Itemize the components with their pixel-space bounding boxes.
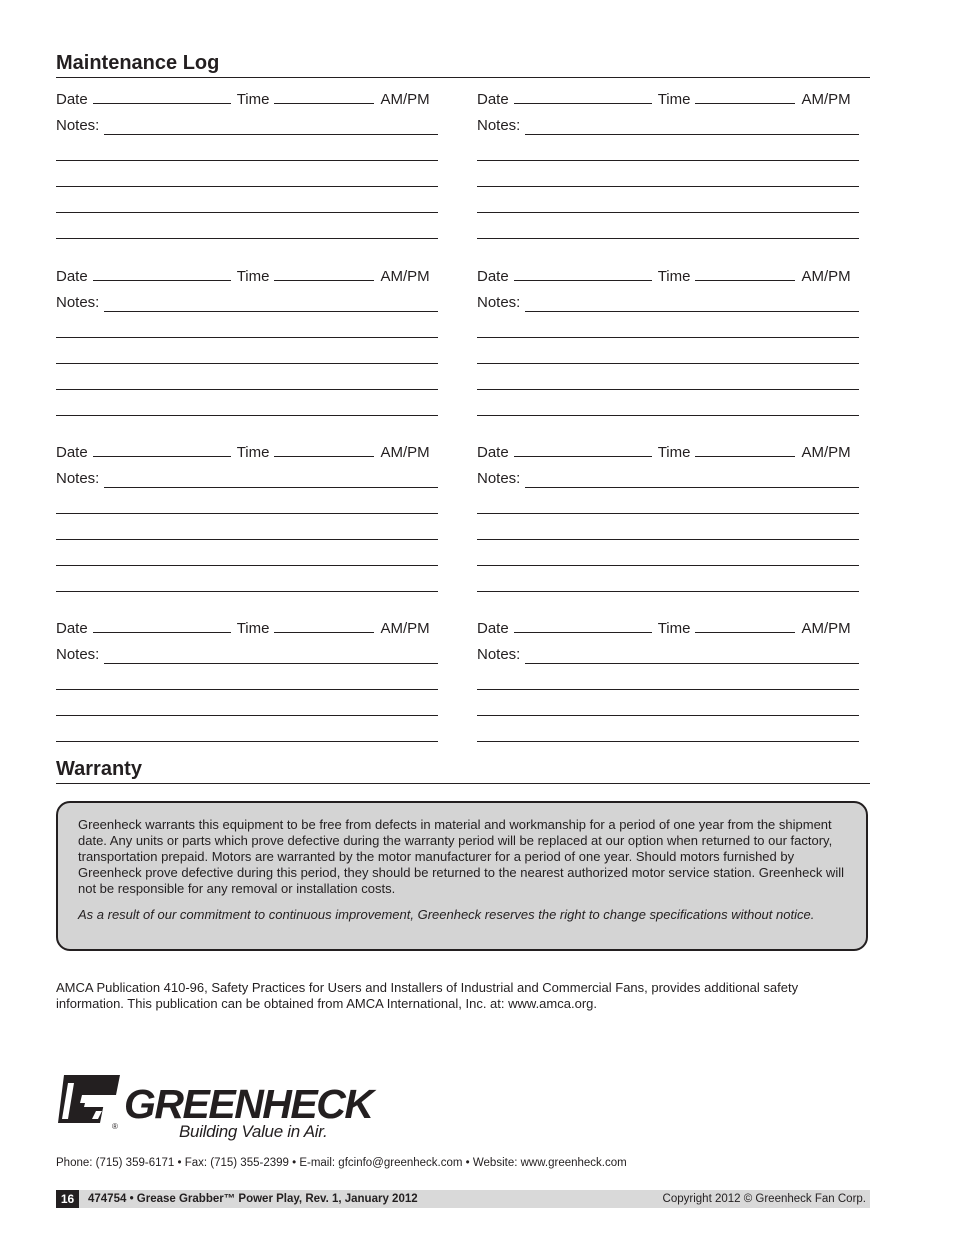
warranty-title: Warranty [56, 758, 142, 780]
date-field[interactable] [93, 103, 231, 104]
ampm-label: AM/PM [380, 91, 430, 108]
notes-line[interactable] [477, 741, 859, 742]
notes-line[interactable] [56, 415, 438, 416]
notes-line[interactable] [56, 389, 438, 390]
date-label: Date [56, 620, 88, 637]
date-field[interactable] [93, 632, 231, 633]
maintenance-log-rule [56, 77, 870, 78]
date-field[interactable] [93, 456, 231, 457]
date-label: Date [56, 91, 88, 108]
notes-line[interactable] [56, 238, 438, 239]
ampm-label: AM/PM [380, 620, 430, 637]
notes-line[interactable] [477, 565, 859, 566]
date-label: Date [477, 620, 509, 637]
time-label: Time [236, 620, 270, 637]
notes-field[interactable] [525, 311, 859, 312]
time-label: Time [657, 268, 691, 285]
notes-line[interactable] [56, 565, 438, 566]
date-field[interactable] [93, 280, 231, 281]
notes-label: Notes: [477, 646, 521, 663]
notes-line[interactable] [477, 337, 859, 338]
warranty-rule [56, 783, 870, 784]
contact-info: Phone: (715) 359-6171 • Fax: (715) 355-2399 • E-mail: gfcinfo@greenheck.com • Website: www.greenheck.com [56, 1157, 627, 1169]
notes-line[interactable] [56, 513, 438, 514]
log-entry [56, 267, 446, 427]
log-entry [477, 90, 867, 250]
notes-line[interactable] [477, 238, 859, 239]
notes-field[interactable] [525, 134, 859, 135]
ampm-label: AM/PM [801, 620, 851, 637]
notes-line[interactable] [477, 415, 859, 416]
ampm-label: AM/PM [801, 444, 851, 461]
date-label: Date [477, 444, 509, 461]
notes-label: Notes: [477, 117, 521, 134]
notes-field[interactable] [104, 663, 438, 664]
notes-label: Notes: [56, 646, 100, 663]
notes-line[interactable] [477, 212, 859, 213]
ampm-label: AM/PM [801, 268, 851, 285]
date-field[interactable] [514, 632, 652, 633]
warranty-box [56, 801, 868, 951]
date-label: Date [477, 268, 509, 285]
copyright: Copyright 2012 © Greenheck Fan Corp. [662, 1193, 866, 1205]
time-field[interactable] [274, 632, 374, 633]
registered-mark: ® [112, 1122, 118, 1131]
notes-line[interactable] [56, 186, 438, 187]
warranty-body: Greenheck warrants this equipment to be free from defects in material and workmanship for a period of one year from the shipment date. Any units or parts which prove defective during the warranty period will be replaced at our option when returned to our factory, transportation prepaid. Motors are warranted by the motor manufacturer for a period of one year. Should motors furnished by Greenheck prove defective during this period, they should be returned to the nearest authorized motor service station. Greenheck will not be responsible for any removal or installation costs. [78, 817, 844, 896]
log-entry [56, 443, 446, 603]
time-label: Time [657, 620, 691, 637]
log-entry [56, 90, 446, 250]
notes-line[interactable] [56, 539, 438, 540]
time-field[interactable] [274, 456, 374, 457]
notes-line[interactable] [477, 689, 859, 690]
notes-line[interactable] [477, 591, 859, 592]
notes-line[interactable] [56, 160, 438, 161]
log-entry [477, 443, 867, 603]
ampm-label: AM/PM [380, 268, 430, 285]
time-field[interactable] [695, 632, 795, 633]
notes-field[interactable] [525, 663, 859, 664]
amca-publication-note: AMCA Publication 410-96, Safety Practices for Users and Installers of Industrial and Commercial Fans, provides additional safety information. This publication can be obtained from AMCA International, Inc. at: www.amca.org. [56, 980, 799, 1011]
notes-label: Notes: [56, 117, 100, 134]
notes-field[interactable] [525, 487, 859, 488]
notes-label: Notes: [56, 470, 100, 487]
notes-line[interactable] [477, 186, 859, 187]
date-field[interactable] [514, 456, 652, 457]
maintenance-log-title: Maintenance Log [56, 52, 220, 74]
date-label: Date [56, 444, 88, 461]
notes-label: Notes: [477, 470, 521, 487]
notes-line[interactable] [477, 389, 859, 390]
log-entry [477, 619, 867, 779]
notes-line[interactable] [477, 363, 859, 364]
greenheck-wordmark: GREENHECK [124, 1081, 373, 1127]
notes-field[interactable] [104, 134, 438, 135]
date-label: Date [56, 268, 88, 285]
time-field[interactable] [695, 103, 795, 104]
notes-line[interactable] [56, 363, 438, 364]
time-label: Time [236, 268, 270, 285]
notes-field[interactable] [104, 311, 438, 312]
notes-line[interactable] [477, 160, 859, 161]
notes-line[interactable] [56, 337, 438, 338]
time-field[interactable] [274, 103, 374, 104]
greenheck-tagline: Building Value in Air. [179, 1122, 328, 1141]
log-entry [477, 267, 867, 427]
notes-label: Notes: [477, 294, 521, 311]
notes-line[interactable] [56, 591, 438, 592]
notes-line[interactable] [56, 689, 438, 690]
date-field[interactable] [514, 103, 652, 104]
time-label: Time [236, 444, 270, 461]
notes-label: Notes: [56, 294, 100, 311]
ampm-label: AM/PM [380, 444, 430, 461]
date-label: Date [477, 91, 509, 108]
notes-line[interactable] [477, 715, 859, 716]
time-label: Time [657, 444, 691, 461]
date-field[interactable] [514, 280, 652, 281]
time-label: Time [236, 91, 270, 108]
time-label: Time [657, 91, 691, 108]
document-id: 474754 • Grease Grabber™ Power Play, Rev. 1, January 2012 [88, 1193, 418, 1205]
notes-line[interactable] [56, 741, 438, 742]
notes-line[interactable] [56, 212, 438, 213]
notes-line[interactable] [56, 715, 438, 716]
time-field[interactable] [274, 280, 374, 281]
ampm-label: AM/PM [801, 91, 851, 108]
time-field[interactable] [695, 456, 795, 457]
greenheck-logo-mark-icon [58, 1075, 120, 1123]
warranty-note: As a result of our commitment to continuous improvement, Greenheck reserves the right to change specifications without notice. [78, 907, 815, 922]
notes-line[interactable] [477, 539, 859, 540]
notes-field[interactable] [104, 487, 438, 488]
notes-line[interactable] [477, 513, 859, 514]
time-field[interactable] [695, 280, 795, 281]
log-entry [56, 619, 446, 779]
page-number: 16 [56, 1190, 79, 1208]
